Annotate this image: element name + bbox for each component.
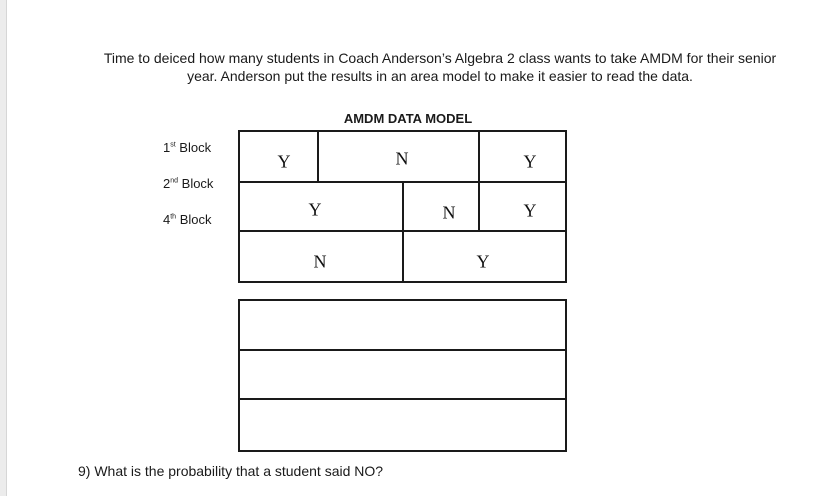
cell-r3-c1: N xyxy=(313,251,327,272)
row-label-2nd-block: 2nd Block xyxy=(163,176,214,191)
cell-r2-c2: N xyxy=(442,202,456,223)
model-title: AMDM DATA MODEL xyxy=(343,111,473,126)
intro-paragraph: Time to deiced how many students in Coach Anderson’s Algebra 2 class wants to take AMDM for their senior year. Anderson put the results in an area model to make it easier to read the data. xyxy=(103,50,777,84)
cell-r2-c1: Y xyxy=(308,199,322,220)
empty-grid-row-divider xyxy=(238,398,567,400)
page-left-edge xyxy=(0,0,7,496)
cell-r1-c3: Y xyxy=(523,151,537,172)
question-9: 9) What is the probability that a student said NO? xyxy=(78,463,384,479)
empty-grid-row-divider xyxy=(238,349,567,351)
cell-r2-c3: Y xyxy=(523,200,537,221)
cell-r3-c2: Y xyxy=(476,251,490,272)
area-model-col-divider xyxy=(478,130,480,231)
empty-grid-border xyxy=(238,299,567,452)
cell-r1-c2: N xyxy=(395,148,409,169)
row-label-1st-block: 1st Block xyxy=(163,140,212,155)
area-model-col-divider xyxy=(402,181,404,283)
row-label-4th-block: 4th Block xyxy=(163,212,212,227)
cell-r1-c1: Y xyxy=(277,151,291,172)
area-model-col-divider xyxy=(317,130,319,182)
